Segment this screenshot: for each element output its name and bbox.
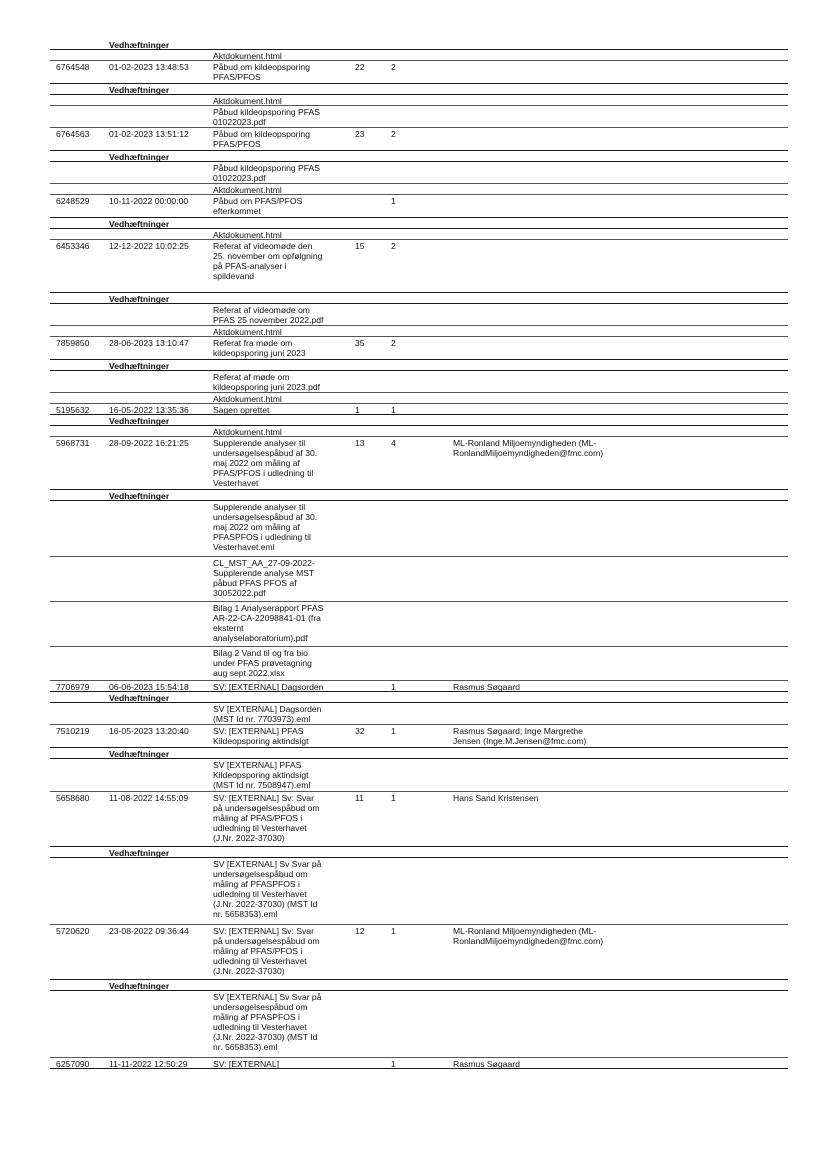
attachments-header-row: [50, 748, 788, 759]
document-title: Referat af videomøde den 25. november om opfølgning på PFAS-analyser i spildevand: [213, 240, 323, 281]
document-number: 11: [355, 792, 364, 803]
attachments-label: Vedhæftninger: [109, 748, 170, 759]
attachment-filename: SV [EXTERNAL] PFAS Kildeopsporing aktindsigt (MST Id nr. 7508947).eml: [213, 759, 311, 790]
attachment-row: [50, 426, 788, 437]
attachment-filename: CL_MST_AA_27-09-2022- Supplerende analyse MST påbud PFAS PFOS af 30052022.pdf: [213, 557, 315, 598]
attachment-row: [50, 304, 788, 326]
document-id: 7706979: [56, 681, 90, 692]
document-row: [50, 128, 788, 151]
attachment-filename: Aktdokument.html: [213, 50, 282, 61]
attachment-filename: Aktdokument.html: [213, 95, 282, 106]
attachments-header-row: [50, 84, 788, 95]
document-recipient: Rasmus Søgaard: [453, 1058, 520, 1069]
document-count: 1: [391, 195, 396, 206]
attachment-row: [50, 703, 788, 725]
attachments-header-row: [50, 218, 788, 229]
document-count: 2: [391, 61, 396, 72]
document-id: 5658680: [56, 792, 90, 803]
attachment-filename: SV [EXTERNAL] Sv Svar på undersøgelsespåbud om måling af PFASPFOS i udledning til Vesterhavet (J.Nr. 2022-37030) (MST Id nr. 5658353).eml: [213, 991, 322, 1052]
attachment-filename: Aktdokument.html: [213, 393, 282, 404]
document-date: 01-02-2023 13:51:12: [109, 128, 189, 139]
attachment-row: [50, 501, 788, 557]
document-row: [50, 681, 788, 692]
attachments-header-row: [50, 293, 788, 304]
document-row: [50, 792, 788, 847]
document-date: 11-11-2022 12:50:29: [109, 1058, 188, 1069]
document-row: [50, 1058, 788, 1069]
document-number: 1: [355, 404, 360, 415]
document-recipient: Rasmus Søgaard; Inge Margrethe Jensen (Inge.M.Jensen@fmc.com): [453, 725, 587, 746]
document-date: 16-05-2023 13:20:40: [109, 725, 189, 736]
attachment-row: [50, 647, 788, 681]
attachment-row: [50, 326, 788, 337]
document-title: Supplerende analyser til undersøgelsespåbud af 30. maj 2022 om måling af PFAS/PFOS i udledning til Vesterhavet: [213, 437, 318, 488]
attachment-row: [50, 95, 788, 106]
attachment-filename: Referat af møde om kildeopsporing juni 2023.pdf: [213, 371, 321, 392]
document-title: SV: [EXTERNAL] Sv: Svar på undersøgelsespåbud om måling af PFAS/PFOS i udledning til Vesterhavet (J.Nr. 2022-37030): [213, 792, 320, 843]
attachments-header-row: [50, 847, 788, 858]
attachments-header-row: [50, 39, 788, 50]
document-count: 4: [391, 437, 396, 448]
attachment-row: [50, 991, 788, 1058]
attachment-filename: Påbud kildeopsporing PFAS 01022023.pdf: [213, 106, 321, 127]
document-count: 2: [391, 128, 396, 139]
document-title: Påbud om kildeopsporing PFAS/PFOS: [213, 61, 310, 82]
attachments-label: Vedhæftninger: [109, 218, 170, 229]
document-title: Sagen oprettet: [213, 404, 270, 415]
document-date: 06-06-2023 15:54:18: [109, 681, 189, 692]
document-recipient: ML-Ronland Miljoemyndigheden (ML- RonlandMiljoemyndigheden@fmc.com): [453, 925, 604, 946]
document-id: 6764563: [56, 128, 90, 139]
document-title: Påbud om PFAS/PFOS efterkommet: [213, 195, 303, 216]
journal-table: [50, 39, 788, 1069]
document-number: 13: [355, 437, 365, 448]
attachment-filename: SV [EXTERNAL] Dagsorden (MST Id nr. 7703973).eml: [213, 703, 322, 724]
attachment-row: [50, 50, 788, 61]
document-id: 6764548: [56, 61, 90, 72]
document-date: 01-02-2023 13:48:53: [109, 61, 189, 72]
attachment-filename: Supplerende analyser til undersøgelsespåbud af 30. maj 2022 om måling af PFASPFOS i udledning til Vesterhavet.eml: [213, 501, 318, 552]
attachment-row: [50, 557, 788, 602]
document-id: 7510219: [56, 725, 90, 736]
attachments-label: Vedhæftninger: [109, 415, 170, 426]
document-count: 1: [391, 404, 396, 415]
document-row: [50, 404, 788, 415]
attachment-row: [50, 858, 788, 925]
document-id: 5720620: [56, 925, 90, 936]
document-date: 28-06-2023 13:10:47: [109, 337, 189, 348]
attachments-label: Vedhæftninger: [109, 847, 170, 858]
document-id: 6248529: [56, 195, 90, 206]
attachment-filename: SV [EXTERNAL] Sv Svar på undersøgelsespåbud om måling af PFASPFOS i udledning til Vesterhavet (J.Nr. 2022-37030) (MST Id nr. 5658353).eml: [213, 858, 322, 919]
document-row: [50, 195, 788, 218]
document-count: 2: [391, 337, 396, 348]
attachments-label: Vedhæftninger: [109, 360, 170, 371]
document-date: 12-12-2022 10:02:25: [109, 240, 189, 251]
document-row: [50, 725, 788, 748]
attachments-label: Vedhæftninger: [109, 84, 170, 95]
document-id: 6453346: [56, 240, 90, 251]
attachments-header-row: [50, 415, 788, 426]
attachments-label: Vedhæftninger: [109, 151, 170, 162]
document-date: 10-11-2022 00:00:00: [109, 195, 189, 206]
attachments-header-row: [50, 980, 788, 991]
attachment-filename: Påbud kildeopsporing PFAS 01022023.pdf: [213, 162, 321, 183]
document-number: 32: [355, 725, 365, 736]
document-row: [50, 437, 788, 490]
attachments-header-row: [50, 360, 788, 371]
attachments-header-row: [50, 490, 788, 501]
document-date: 16-05-2022 13:35:36: [109, 404, 189, 415]
document-id: 7859850: [56, 337, 90, 348]
document-date: 11-08-2022 14:55:09: [109, 792, 189, 803]
document-title: SV: [EXTERNAL] PFAS Kildeopsporing aktindsigt: [213, 725, 309, 746]
document-row: [50, 337, 788, 360]
document-number: 23: [355, 128, 365, 139]
attachment-filename: Aktdokument.html: [213, 229, 282, 240]
attachments-label: Vedhæftninger: [109, 490, 170, 501]
attachment-row: [50, 393, 788, 404]
document-number: 22: [355, 61, 365, 72]
attachments-label: Vedhæftninger: [109, 692, 170, 703]
attachment-row: [50, 759, 788, 792]
document-title: Referat fra møde om kildeopsporing juni 2023: [213, 337, 306, 358]
document-title: SV: [EXTERNAL] Dagsorden: [213, 681, 324, 692]
attachment-filename: Referat af videomøde om PFAS 25 november 2022.pdf: [213, 304, 324, 325]
attachment-row: [50, 229, 788, 240]
document-id: 5968731: [56, 437, 90, 448]
document-recipient: Hans Sand Kristensen: [453, 792, 539, 803]
attachment-row: [50, 371, 788, 393]
attachment-filename: Aktdokument.html: [213, 426, 282, 437]
document-number: 12: [355, 925, 365, 936]
document-date: 23-08-2022 09:36:44: [109, 925, 189, 936]
document-row: [50, 61, 788, 84]
attachment-row: [50, 184, 788, 195]
attachments-label: Vedhæftninger: [109, 980, 170, 991]
document-date: 28-09-2022 16:21:25: [109, 437, 189, 448]
attachment-row: [50, 162, 788, 184]
attachments-header-row: [50, 692, 788, 703]
document-count: 1: [391, 1058, 396, 1069]
document-recipient: ML-Ronland Miljoemyndigheden (ML- RonlandMiljoemyndigheden@fmc.com): [453, 437, 604, 458]
attachment-filename: Bilag 2 Vand til og fra bio under PFAS prøvetagning aug sept 2022.xlsx: [213, 647, 312, 678]
attachment-filename: Aktdokument.html: [213, 326, 282, 337]
attachment-filename: Bilag 1 Analyserapport PFAS AR-22-CA-22098841-01 (fra eksternt analyselaboratorium).pdf: [213, 602, 324, 643]
document-row: [50, 925, 788, 980]
document-title: Påbud om kildeopsporing PFAS/PFOS: [213, 128, 310, 149]
document-id: 6257090: [56, 1058, 90, 1069]
document-recipient: Rasmus Søgaard: [453, 681, 520, 692]
document-number: 35: [355, 337, 365, 348]
document-count: 1: [391, 681, 396, 692]
document-count: 1: [391, 725, 396, 736]
document-count: 1: [391, 792, 396, 803]
attachments-header-row: [50, 151, 788, 162]
document-id: 5195632: [56, 404, 90, 415]
document-title: SV: [EXTERNAL]: [213, 1058, 280, 1069]
document-count: 1: [391, 925, 396, 936]
document-number: 15: [355, 240, 365, 251]
document-title: SV: [EXTERNAL] Sv: Svar på undersøgelsespåbud om måling af PFAS/PFOS i udledning til Vesterhavet (J.Nr. 2022-37030): [213, 925, 320, 976]
attachments-label: Vedhæftninger: [109, 39, 170, 50]
attachment-row: [50, 602, 788, 647]
document-row: [50, 240, 788, 293]
document-count: 2: [391, 240, 396, 251]
attachment-row: [50, 106, 788, 128]
attachments-label: Vedhæftninger: [109, 293, 170, 304]
attachment-filename: Aktdokument.html: [213, 184, 282, 195]
